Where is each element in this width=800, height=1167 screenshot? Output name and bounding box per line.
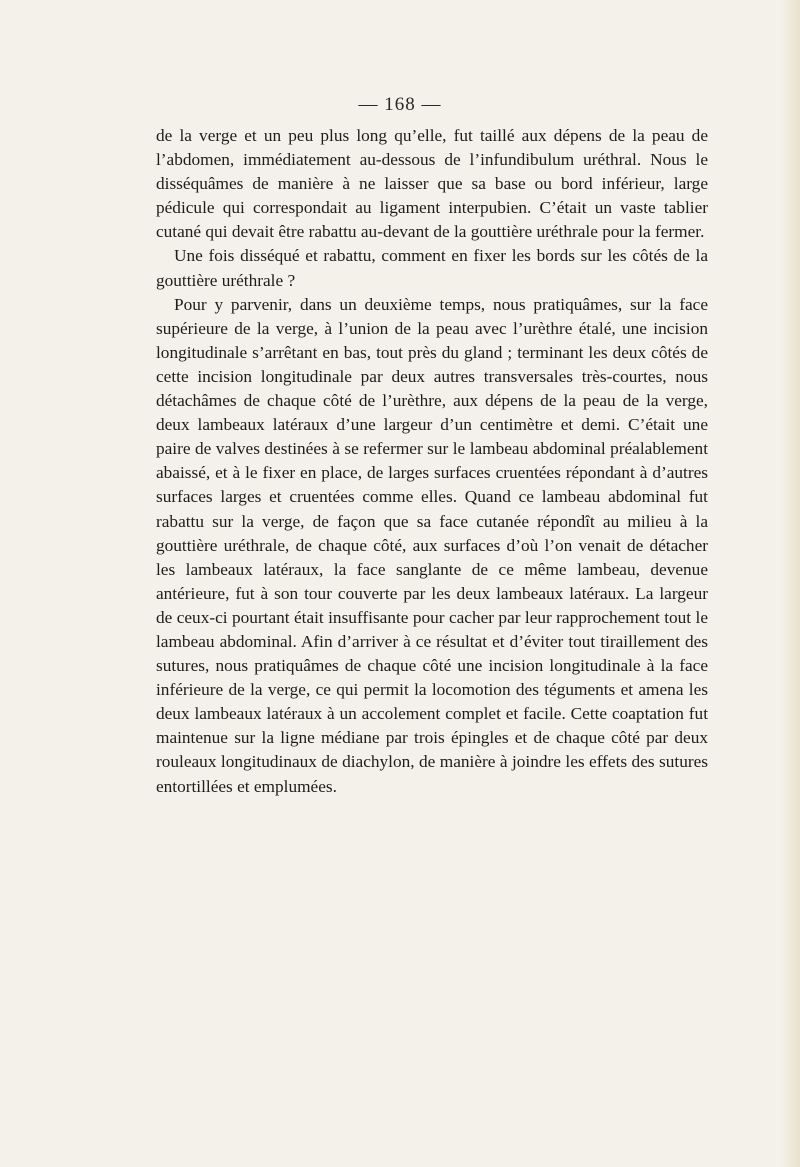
paragraph-procedure: Pour y parvenir, dans un deuxième temps, nous pratiquâmes, sur la face supérieure de la verge, à l’union de la peau avec l’urèthre étalé, une incision longitudinale s’arrêtant en bas, tout près du gland ; terminant les deux côtés de cette incision longitudinale par deux autres transversales très-courtes, nous détachâmes de chaque côté de l’urèthre, aux dépens de la peau de la verge, deux lambeaux latéraux d’une largeur d’un centimètre et demi. C’était une paire de valves destinées à se refermer sur le lambeau abdominal préalablement abaissé, et à le fixer en place, de larges surfaces cruentées répondant à d’autres surfaces larges et cruentées comme elles. Quand ce lambeau abdominal fut rabattu sur la verge, de façon que sa face cutanée répondît au milieu à la gouttière uréthrale, de chaque côté, aux surfaces d’où l’on venait de détacher les lambeaux latéraux, la face sanglante de ce même lambeau, devenue antérieure, fut à son tour couverte par les deux lambeaux latéraux. La largeur de ceux-ci pourtant était insuffisante pour cacher par leur rapprochement tout le lambeau abdominal. Afin d’arriver à ce résultat et d’éviter tout tiraillement des sutures, nous pratiquâmes de chaque côté une incision longitudinale à la face inférieure de la verge, ce qui permit la locomotion des téguments et amena les deux lambeaux latéraux à un accolement complet et facile. Cette coaptation fut maintenue sur la ligne médiane par trois épingles et de chaque côté par deux rouleaux longitudinaux de diachylon, de manière à joindre les effets des sutures entortillées et emplumées.	[156, 294, 708, 796]
page-number-header: — 168 —	[358, 94, 442, 115]
paragraph-question: Une fois disséqué et rabattu, comment en fixer les bords sur les côtés de la gouttière uréthrale ?	[156, 246, 708, 290]
body-text	[156, 124, 708, 799]
paragraph-continuation: de la verge et un peu plus long qu’elle, fut taillé aux dépens de la peau de l’abdomen, immédiatement au-dessous de l’infundibulum uréthral. Nous le disséquâmes de manière à ne laisser que sa base ou bord inférieur, large pédicule qui correspondait au ligament interpubien. C’était un vaste tablier cutané qui devait être rabattu au-devant de la gouttière uréthrale pour la fermer.	[156, 126, 708, 242]
page-edge-shadow	[782, 0, 800, 1167]
